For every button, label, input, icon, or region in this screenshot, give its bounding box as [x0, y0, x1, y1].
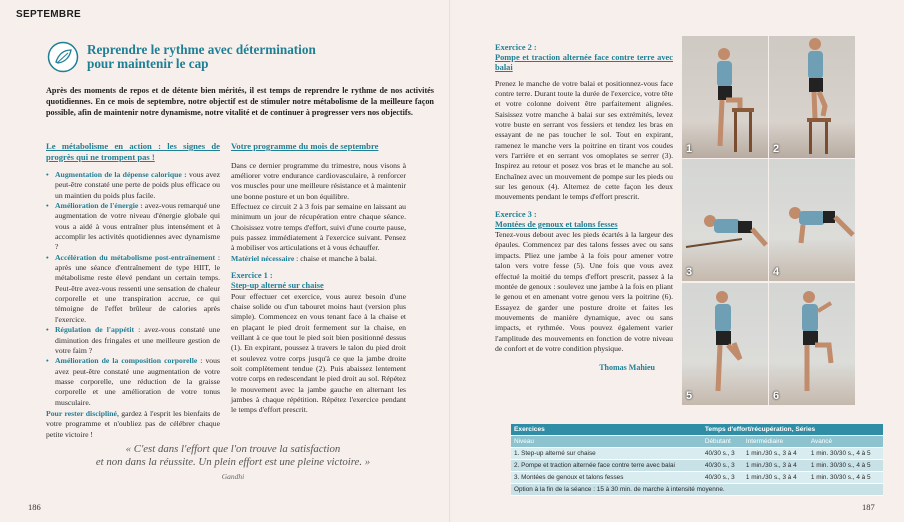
metabolism-column: [46, 141, 220, 440]
bullet-text: : vous avez peut-être constaté une augmentation de votre masse corporelle, une réduction de la graisse corporelle et une amélioration de votre tonus musculaire.: [55, 356, 220, 407]
article-author: Thomas Mahieu: [599, 363, 655, 373]
bullet-dot-icon: •: [46, 252, 49, 262]
bullet-text: avez-vous remarqué une augmentation de votre niveau d'énergie globale qui vous a aidé à vous entraîner plus intensément et à accomplir les activités quotidiennes avec dynamisme ?: [55, 201, 220, 252]
bullet-text: vous avez peut-être constaté une perte de poids plus efficace ou un maintien du poids plus facile.: [55, 170, 221, 200]
bullet-text: : avez-vous constaté une diminution des fringales et une meilleure gestion de votre faim ?: [55, 325, 220, 355]
table-head-beginner: Débutant: [702, 436, 743, 448]
table-cell: 40/30 s., 3: [702, 460, 743, 472]
section-tag: SEPTEMBRE: [16, 9, 81, 20]
program-column: [231, 141, 406, 416]
table-cell: 1 min./30 s., 3 à 4: [743, 460, 808, 472]
photo-number: 2: [773, 143, 780, 155]
table-row: [511, 460, 883, 472]
left-page: [0, 0, 450, 522]
athlete-figure-icon: [769, 283, 855, 405]
table-cell: 1 min./30 s., 3 à 4: [743, 472, 808, 484]
bullet-label: Régulation de l'appétit: [55, 325, 135, 335]
photo-number: 3: [686, 266, 693, 278]
exercise-photo-2: [768, 35, 856, 159]
table-footer-row: [511, 484, 883, 496]
exercise3-title: Exercice 3 : Montées de genoux et talons fesses: [495, 209, 618, 229]
exercise3-text: Tenez-vous debout avec les pieds écartés à la largeur des épaules. Commencez par des talons fesses avec ou sans impacts. Pliez une jambe à la fois pour amener votre talon vers votre fesse (5). Une fois que vous avez effectué la moitié du temps d'effort prescrit, passez à la montée de genoux : soulevez une jambe à la fois en pliant le genou et en amenant votre genou vers la poitrine (6). Essayez de garder une posture droite et faites les mouvements de manière dynamique, avec ou sans impacts, et rythmée. Vous pouvez également varier l'amplitude des mouvements en fonction de votre niveau de confort et de votre condition physique.: [495, 230, 673, 353]
bullet-label: Accélération du métabolisme post-entraînement: [55, 252, 216, 262]
page-number-left: 186: [28, 502, 41, 512]
table-row: [511, 448, 883, 460]
metabolism-heading: Le métabolisme en action : les signes de progrès qui ne trompent pas !: [46, 141, 220, 162]
table-head-exercises: Exercices: [511, 424, 702, 436]
exercise1-title: Exercice 1 : Step-up alterné sur chaise: [231, 270, 324, 291]
bullet-dot-icon: •: [46, 170, 49, 179]
bullet-dot-icon: •: [46, 201, 49, 211]
metabolism-bullet: [46, 325, 220, 356]
exercise2-title: Exercice 2 : Pompe et traction alternée face contre terre avec balai: [495, 43, 673, 73]
bullet-dot-icon: •: [46, 325, 49, 335]
table-cell: 2. Pompe et traction alternée face contre terre avec balai: [511, 460, 702, 472]
table-cell: 1 min. 30/30 s., 4 à 5: [808, 472, 883, 484]
table-head-effort: Temps d'effort/récupération, Séries: [702, 424, 883, 436]
photo-number: 5: [686, 390, 693, 402]
table-head-advanced: Avancé: [808, 436, 883, 448]
metabolism-bullet: [46, 170, 220, 201]
exercise2-text: Prenez le manche de votre balai et positionnez-vous face contre terre. Durant toute la durée de l'exercice, votre tête et votre colonne doivent être parfaitement alignées. Saisissez votre manche à balai sur ses extrémités, levez votre buste en serrant vos fessiers et tendez les bras en essayant de ne pas toucher le sol. Tout en expirant, ramenez le manche vers la poitrine en tirant vos coudes vers l'arrière et en serrant vos omoplates se serrer (3). Inspirez au retour et posez vos bras et le manche au sol. Enchaînez avec un mouvement de pompe sur les pieds ou sur les genoux (4). Alternez de cette façon les deux mouvements pendant le temps d'effort prescrit.: [495, 78, 673, 202]
table-cell: 40/30 s., 3: [702, 472, 743, 484]
quote-author: Gandhi: [221, 472, 245, 481]
table-head-level: Niveau: [511, 436, 702, 448]
exercise-photo-6: [768, 282, 856, 406]
exercise-photo-4: [768, 158, 856, 282]
athlete-figure-icon: [769, 159, 855, 281]
metabolism-bullet: [46, 356, 220, 408]
table-cell: 1. Step-up alterné sur chaise: [511, 448, 702, 460]
materiel-label: Matériel nécessaire: [231, 253, 295, 263]
bullet-label: Amélioration de la composition corporelle: [55, 356, 198, 366]
exercise-photo-1: [681, 35, 769, 159]
athlete-figure-icon: [682, 159, 768, 281]
bullet-label: Augmentation de la dépense calorique :: [55, 170, 187, 179]
pull-quote: « C'est dans l'effort que l'on trouve la satisfaction et non dans la réussite. Un plein effort est une pleine victoire. »: [95, 443, 371, 468]
table-cell: 1 min./30 s., 3 à 4: [743, 448, 808, 460]
table-head-intermediate: Intermédiaire: [743, 436, 808, 448]
article-intro: Après des moments de repos et de détente bien mérités, il est temps de reprendre le rythme de nos activités quotidiennes. En ce mois de septembre, notre objectif est de stimuler notre métabolisme de la meilleure façon possible, afin de maintenir notre dynamisme, notre vitalité et de continuer à progresser vers nos objectifs.: [46, 86, 434, 117]
bullet-text: : après une séance d'entraînement de type HIIT, le métabolisme reste élevé pendant un certain temps. Peut-être avez-vous ressenti une sensation de chaleur corporelle et une transpiration accrue, ce qui témoigne de l'effet brûleur de calories après l'exercice.: [55, 252, 220, 324]
metabolism-bullet: [46, 201, 220, 253]
table-footer-note: Option à la fin de la séance : 15 à 30 min. de marche à intensité moyenne.: [511, 484, 883, 496]
right-page: [452, 0, 904, 522]
exercise-photo-3: [681, 158, 769, 282]
athlete-figure-icon: [769, 36, 855, 158]
bullet-dot-icon: •: [46, 356, 49, 366]
photo-number: 1: [686, 143, 693, 155]
program-para-1: Dans ce dernier programme du trimestre, nous visons à améliorer votre endurance cardiovasculaire, à renforcer vos muscles pour une meilleure résistance et à maintenir une bonne posture et un bon équilibre.: [231, 160, 406, 201]
table-row: [511, 472, 883, 484]
closing-text: gardez à l'esprit les bienfaits de votre programme et n'oubliez pas de célébrer chaque petite victoire !: [46, 408, 221, 439]
materiel-text: : chaise et manche à balai.: [294, 253, 377, 263]
closing-label: Pour rester discipliné,: [46, 408, 119, 418]
table-cell: 1 min. 30/30 s., 4 à 5: [808, 460, 883, 472]
program-heading: Votre programme du mois de septembre: [231, 141, 379, 151]
program-table: [511, 424, 883, 496]
exercise-column: [495, 43, 673, 374]
article-title: Reprendre le rythme avec détermination pour maintenir le cap: [87, 42, 316, 71]
metabolism-bullet: [46, 253, 220, 325]
athlete-figure-icon: [682, 283, 768, 405]
bullet-label: Amélioration de l'énergie :: [55, 201, 143, 211]
photo-number: 4: [773, 266, 780, 278]
athlete-figure-icon: [682, 36, 768, 158]
table-cell: 1 min. 30/30 s., 4 à 5: [808, 448, 883, 460]
page-number-right: 187: [862, 502, 875, 512]
exercise1-text: Pour effectuer cet exercice, vous aurez besoin d'une chaise solide ou d'un tabouret moins haut (version plus simple). Commencez en vous tenant face à la chaise et en plaçant le pied droit fermement sur la chaise, en veillant à ce que tout le pied soit bien positionné dessus (1). En expirant, poussez à travers le talon du pied droit et soulevez votre corps jusqu'à ce que la jambe droite soit complètement tendue (2). Puis abaissez lentement votre corps en redescendant le pied droit au sol. Répétez le mouvement avec la jambe gauche en alternant les jambes à chaque répétition. Répétez l'exercice pendant le temps d'effort prescrit.: [231, 291, 406, 415]
table-cell: 3. Montées de genoux et talons fesses: [511, 472, 702, 484]
table-cell: 40/30 s., 3: [702, 448, 743, 460]
program-para-2: Effectuez ce circuit 2 à 3 fois par semaine en laissant au minimum un jour de récupération entre chaque séance. Choisissez votre temps d'effort, suivi d'une courte pause, puis passez immédiatement à l'exercice suivant. Pensez à mobiliser vos articulations et à vous échauffer.: [231, 201, 406, 253]
photo-number: 6: [773, 390, 780, 402]
leaf-emblem-icon: [47, 41, 79, 73]
exercise-photo-5: [681, 282, 769, 406]
